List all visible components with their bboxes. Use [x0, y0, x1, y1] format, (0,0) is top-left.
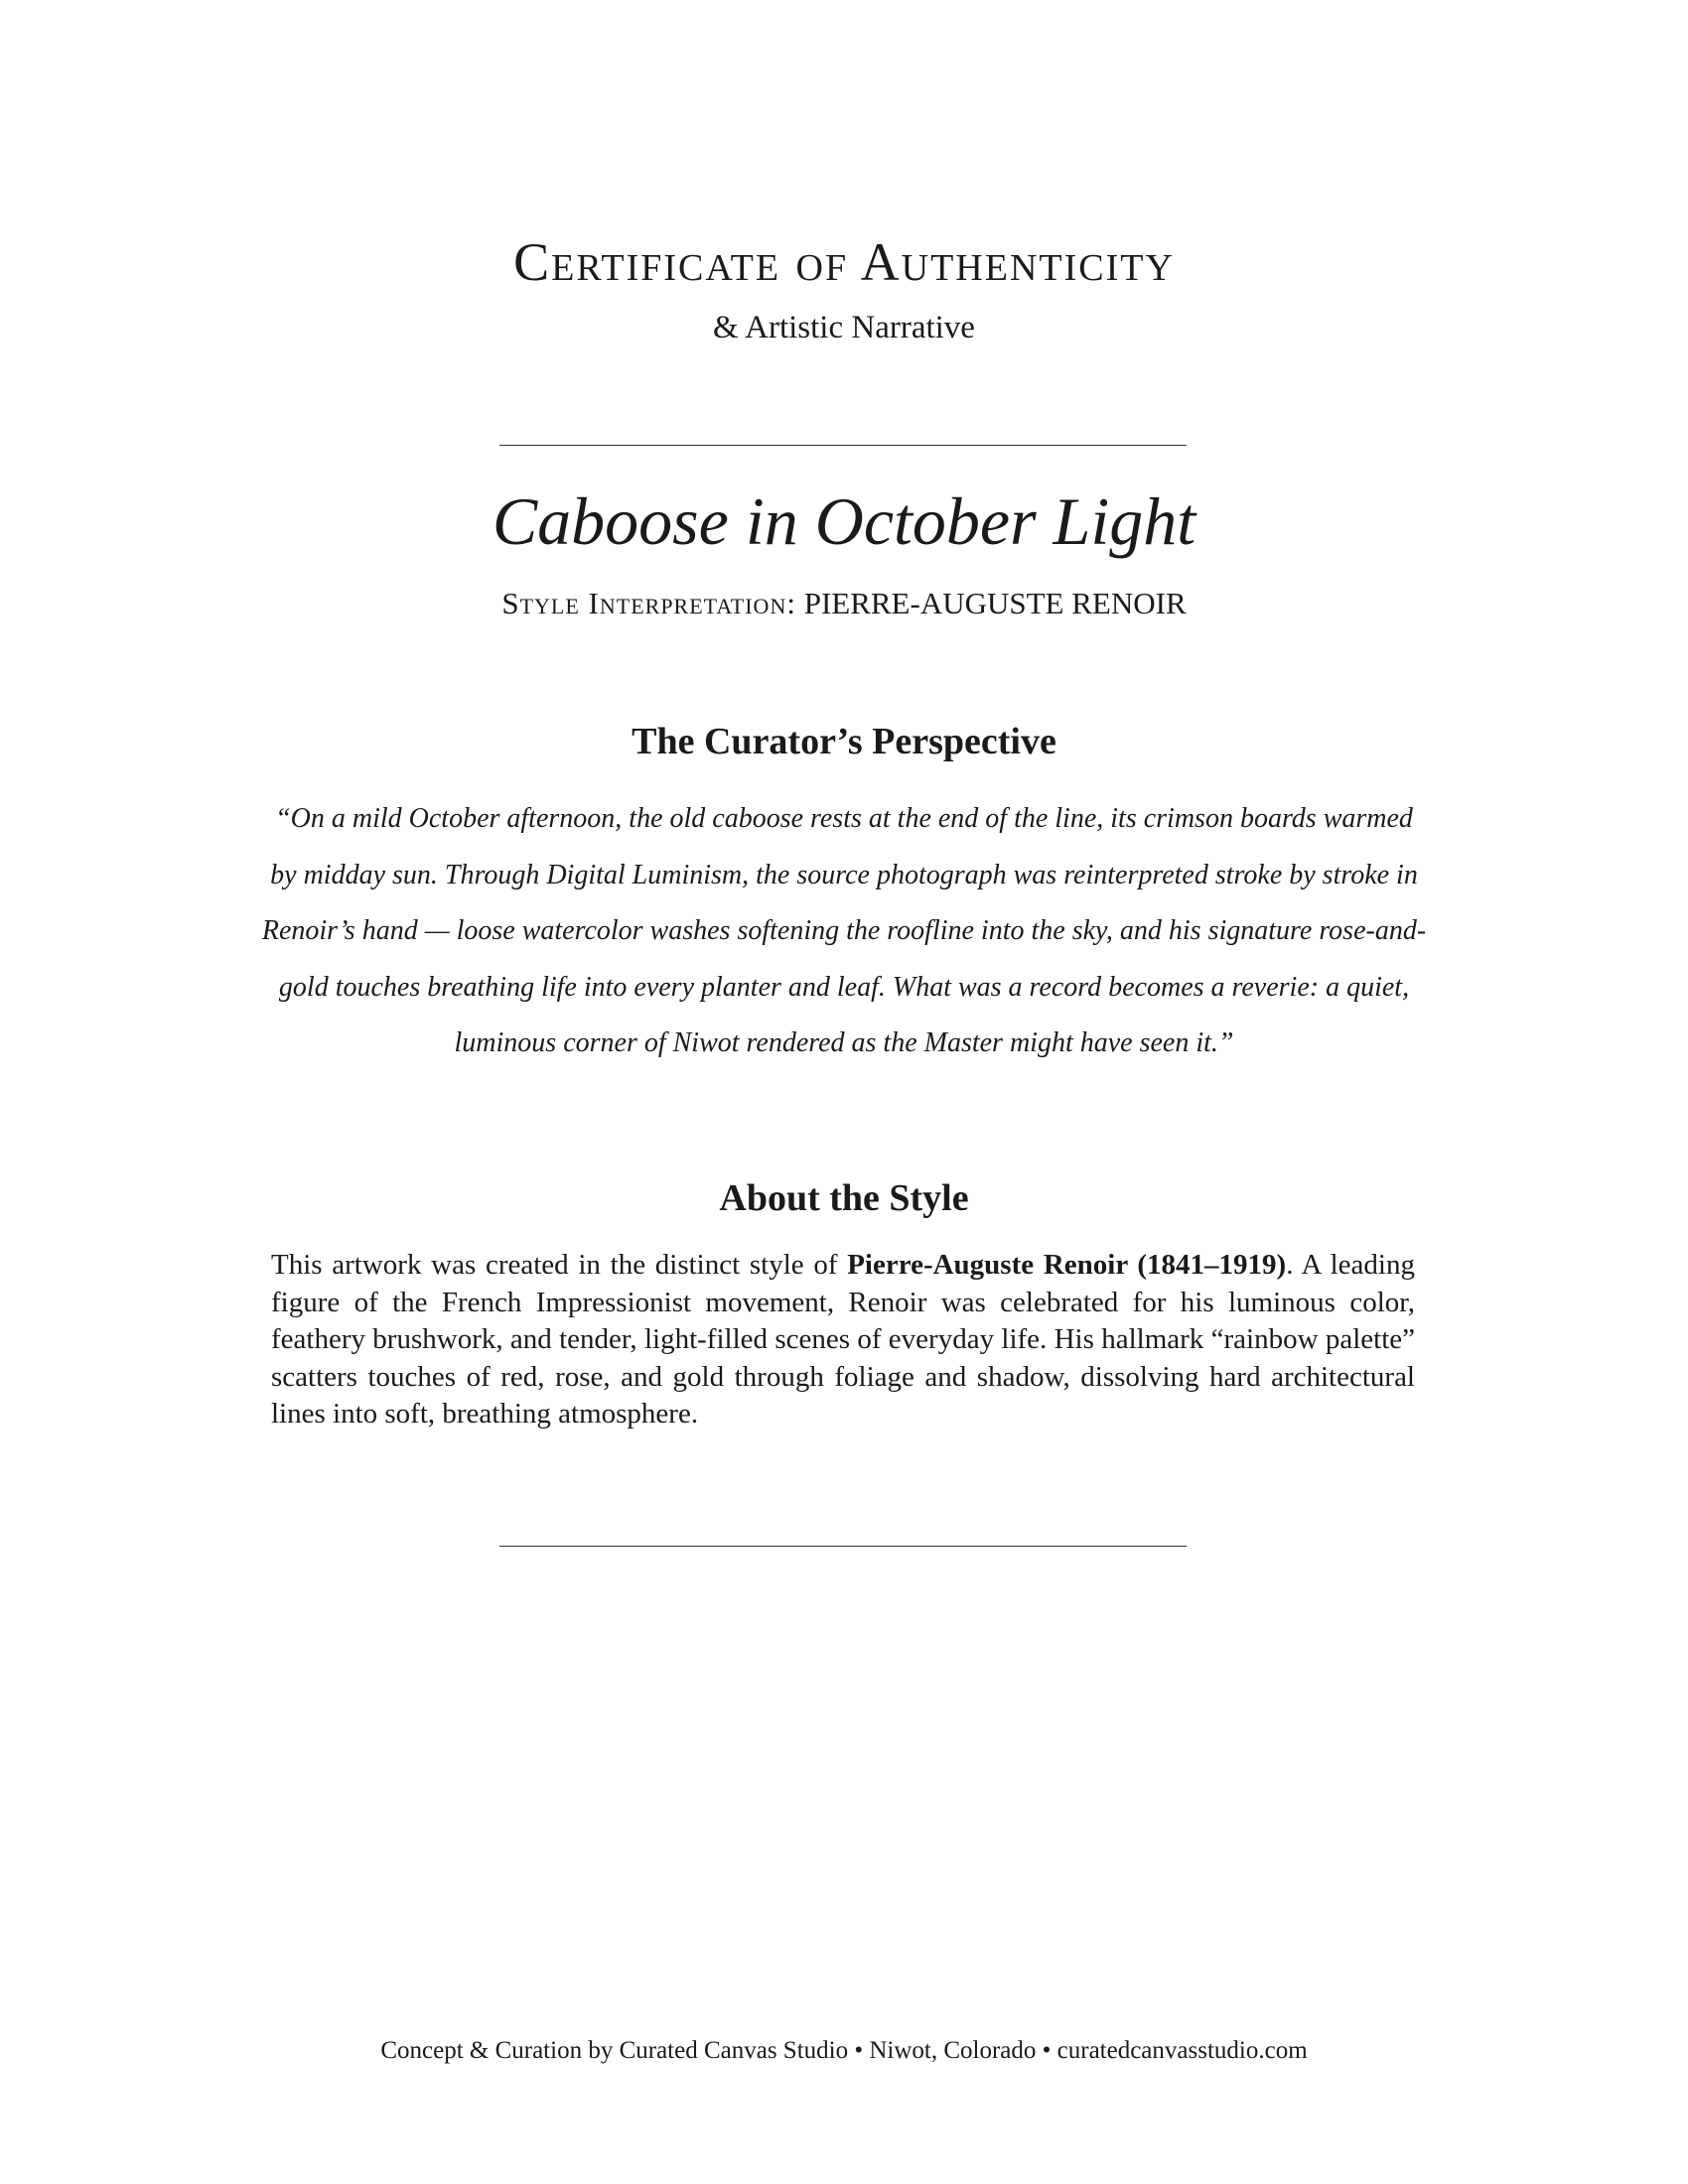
- footer-credit: Concept & Curation by Curated Canvas Studio • Niwot, Colorado • curatedcanvasstudio.com: [380, 2037, 1308, 2064]
- style-artist: PIERRE-AUGUSTE RENOIR: [803, 586, 1187, 620]
- certificate-subtitle: & Artistic Narrative: [713, 310, 975, 345]
- bottom-divider: [499, 1546, 1187, 1547]
- artwork-title: Caboose in October Light: [492, 483, 1196, 559]
- style-interpretation: [0, 586, 1688, 621]
- style-label: Style Interpretation:: [501, 586, 796, 620]
- curator-quote: “On a mild October afternoon, the old caboose rests at the end of the line, its crimson boards warmed by midday sun. Through Digital Luminism, the source photograph was reinterpreted stroke by stroke in Renoir’s hand — loose watercolor washes softening the roofline into the sky, and his signature rose-and-gold touches breathing life into every planter and leaf. What was a record becomes a reverie: a quiet, luminous corner of Niwot rendered as the Master might have seen it.”: [261, 803, 1427, 1058]
- about-body-artist: Pierre-Auguste Renoir (1841–1919): [847, 1249, 1287, 1281]
- about-style-heading: About the Style: [719, 1177, 969, 1219]
- about-style-body: [271, 1247, 1415, 1433]
- about-body-lead: This artwork was created in the distinct style of: [271, 1249, 848, 1281]
- top-divider: [499, 445, 1187, 446]
- curator-heading: The Curator’s Perspective: [632, 721, 1056, 762]
- certificate-title: Certificate of Authenticity: [513, 232, 1175, 292]
- about-body-rest: . A leading figure of the French Impressionist movement, Renoir was celebrated for his luminous color, feathery brushwork, and tender, light-filled scenes of everyday life. His hallmark “rainbow palette” scatters touches of red, rose, and gold through foliage and shadow, dissolving hard architectural lines into soft, breathing atmosphere.: [271, 1249, 1415, 1430]
